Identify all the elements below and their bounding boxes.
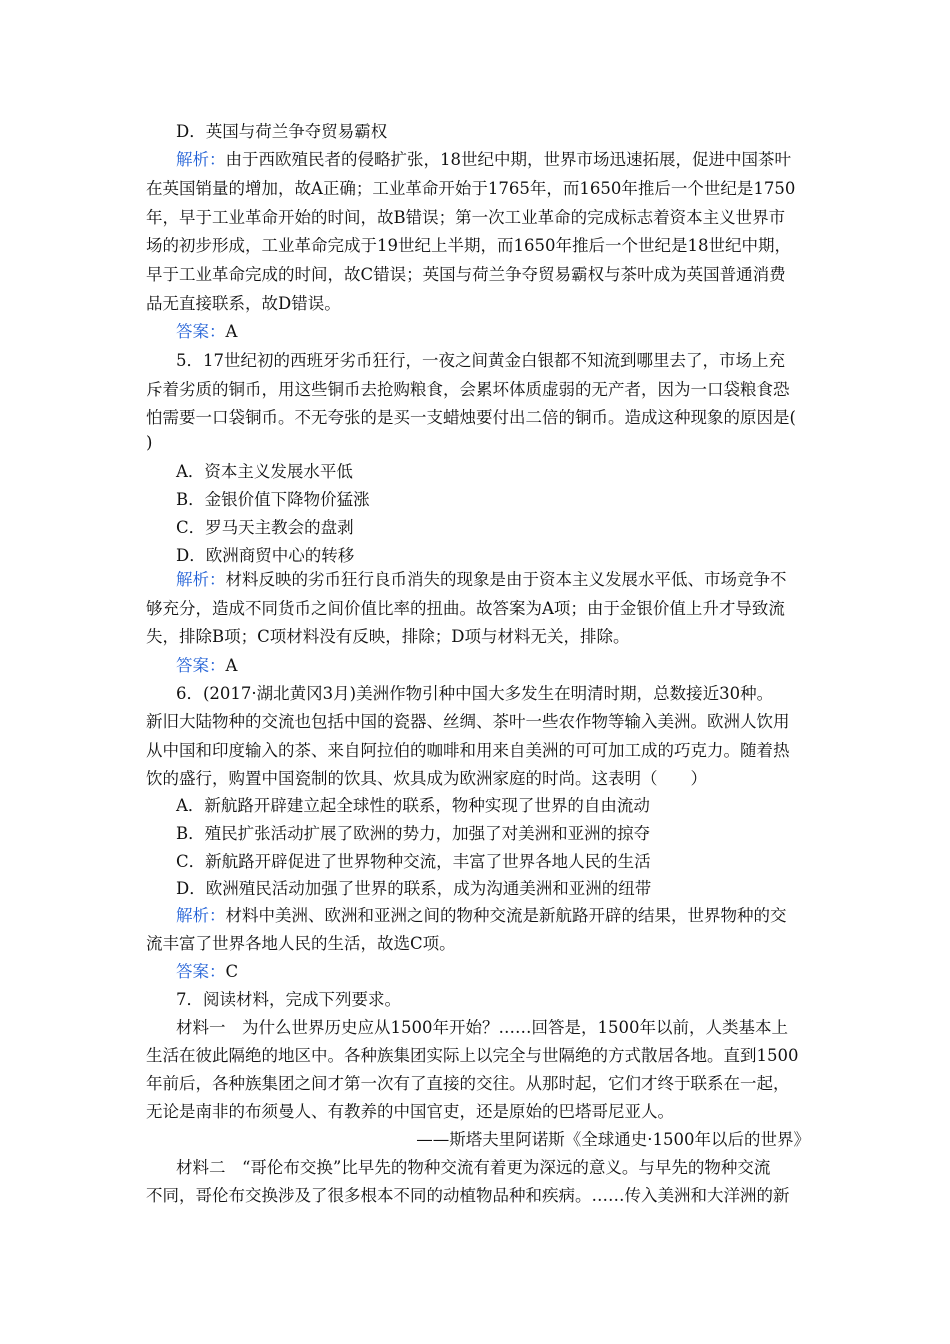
q6-stem-line-3: 从中国和印度输入的茶、来自阿拉伯的咖啡和用来自美洲的可可加工成的巧克力。随着热 — [146, 741, 790, 760]
q6-answer: 答案：C — [176, 962, 239, 981]
q6-option-b: B．殖民扩张活动扩展了欧洲的势力，加强了对美洲和亚洲的掠夺 — [176, 824, 651, 843]
q4-analysis-line-5: 早于工业革命完成的时间，故C错误；英国与荷兰争夺贸易霸权与茶叶成为英国普通消费 — [146, 265, 786, 284]
q4-analysis-label: 解析： — [176, 150, 226, 169]
q6-option-c: C．新航路开辟促进了世界物种交流，丰富了世界各地人民的生活 — [176, 852, 651, 871]
q6-stem-line-1: 6．(2017·湖北黄冈3月)美洲作物引种中国大多发生在明清时期，总数接近30种。 — [176, 684, 774, 703]
q6-stem-line-2: 新旧大陆物种的交流也包括中国的瓷器、丝绸、茶叶一些农作物等输入美洲。欧洲人饮用 — [146, 712, 790, 731]
q6-analysis-line-2: 流丰富了世界各地人民的生活，故选C项。 — [146, 934, 456, 953]
q5-option-d: D．欧洲商贸中心的转移 — [176, 546, 355, 565]
q5-stem-line-3: 怕需要一口袋铜币。不无夸张的是买一支蜡烛要付出二倍的铜币。造成这种现象的原因是( — [146, 408, 796, 427]
q5-stem-line-4: ) — [146, 433, 153, 452]
q4-analysis-line-3: 年，早于工业革命开始的时间，故B错误；第一次工业革命的完成标志着资本主义世界市 — [146, 208, 786, 227]
q4-analysis-line-2: 在英国销量的增加，故A正确；工业革命开始于1765年，而1650年推后一个世纪是1750 — [146, 179, 796, 198]
q7-material1-line-2: 生活在彼此隔绝的地区中。各种族集团实际上以完全与世隔绝的方式散居各地。直到1500 — [146, 1046, 799, 1065]
q7-material1-source: ——斯塔夫里阿诺斯《全球通史·1500年以后的世界》 — [416, 1130, 810, 1149]
q5-analysis-line-1: 解析：材料反映的劣币狂行良币消失的现象是由于资本主义发展水平低、市场竞争不 — [176, 570, 787, 589]
q5-analysis-label: 解析： — [176, 570, 226, 589]
q6-answer-label: 答案： — [176, 962, 226, 981]
q7-material1-line-3: 年前后，各种族集团之间才第一次有了直接的交往。从那时起，它们才终于联系在一起， — [146, 1074, 790, 1093]
q4-answer: 答案：A — [176, 322, 238, 341]
q7-material2-line-2: 不同，哥伦布交换涉及了很多根本不同的动植物品种和疾病。……传入美洲和大洋洲的新 — [146, 1186, 790, 1205]
q4-analysis-line-1: 解析：由于西欧殖民者的侵略扩张，18世纪中期，世界市场迅速拓展，促进中国茶叶 — [176, 150, 791, 169]
q5-answer-label: 答案： — [176, 656, 226, 675]
q7-stem: 7．阅读材料，完成下列要求。 — [176, 990, 401, 1009]
q6-analysis-label: 解析： — [176, 906, 226, 925]
q5-analysis-line-3: 失，排除B项；C项材料没有反映，排除；D项与材料无关，排除。 — [146, 627, 630, 646]
q6-option-a: A．新航路开辟建立起全球性的联系，物种实现了世界的自由流动 — [176, 796, 650, 815]
q5-stem-line-1: 5．17世纪初的西班牙劣币狂行，一夜之间黄金白银都不知流到哪里去了，市场上充 — [176, 351, 785, 370]
q6-option-d: D．欧洲殖民活动加强了世界的联系，成为沟通美洲和亚洲的纽带 — [176, 879, 652, 898]
q5-option-a: A．资本主义发展水平低 — [176, 462, 353, 481]
q7-material1-line-1: 材料一 为什么世界历史应从1500年开始？……回答是，1500年以前，人类基本上 — [176, 1018, 788, 1037]
q5-analysis-line-2: 够充分，造成不同货币之间价值比率的扭曲。故答案为A项；由于金银价值上升才导致流 — [146, 599, 785, 618]
q6-stem-line-4: 饮的盛行，购置中国瓷制的饮具、炊具成为欧洲家庭的时尚。这表明（ ） — [146, 769, 707, 788]
q7-material1-line-4: 无论是南非的布须曼人、有教养的中国官吏，还是原始的巴塔哥尼亚人。 — [146, 1102, 674, 1121]
q5-answer: 答案：A — [176, 656, 238, 675]
q5-option-c: C．罗马天主教会的盘剥 — [176, 518, 354, 537]
q4-analysis-line-4: 场的初步形成，工业革命完成于19世纪上半期，而1650年推后一个世纪是18世纪中期， — [146, 236, 791, 255]
q4-answer-label: 答案： — [176, 322, 226, 341]
q4-analysis-line-6: 品无直接联系，故D错误。 — [146, 294, 341, 313]
q7-material2-line-1: 材料二 “哥伦布交换”比早先的物种交流有着更为深远的意义。与早先的物种交流 — [176, 1158, 771, 1177]
q4-option-d: D．英国与荷兰争夺贸易霸权 — [176, 122, 388, 141]
q5-stem-line-2: 斥着劣质的铜币，用这些铜币去抢购粮食，会累坏体质虚弱的无产者，因为一口袋粮食恐 — [146, 380, 790, 399]
q5-option-b: B．金银价值下降物价猛涨 — [176, 490, 370, 509]
q6-analysis-line-1: 解析：材料中美洲、欧洲和亚洲之间的物种交流是新航路开辟的结果，世界物种的交 — [176, 906, 787, 925]
